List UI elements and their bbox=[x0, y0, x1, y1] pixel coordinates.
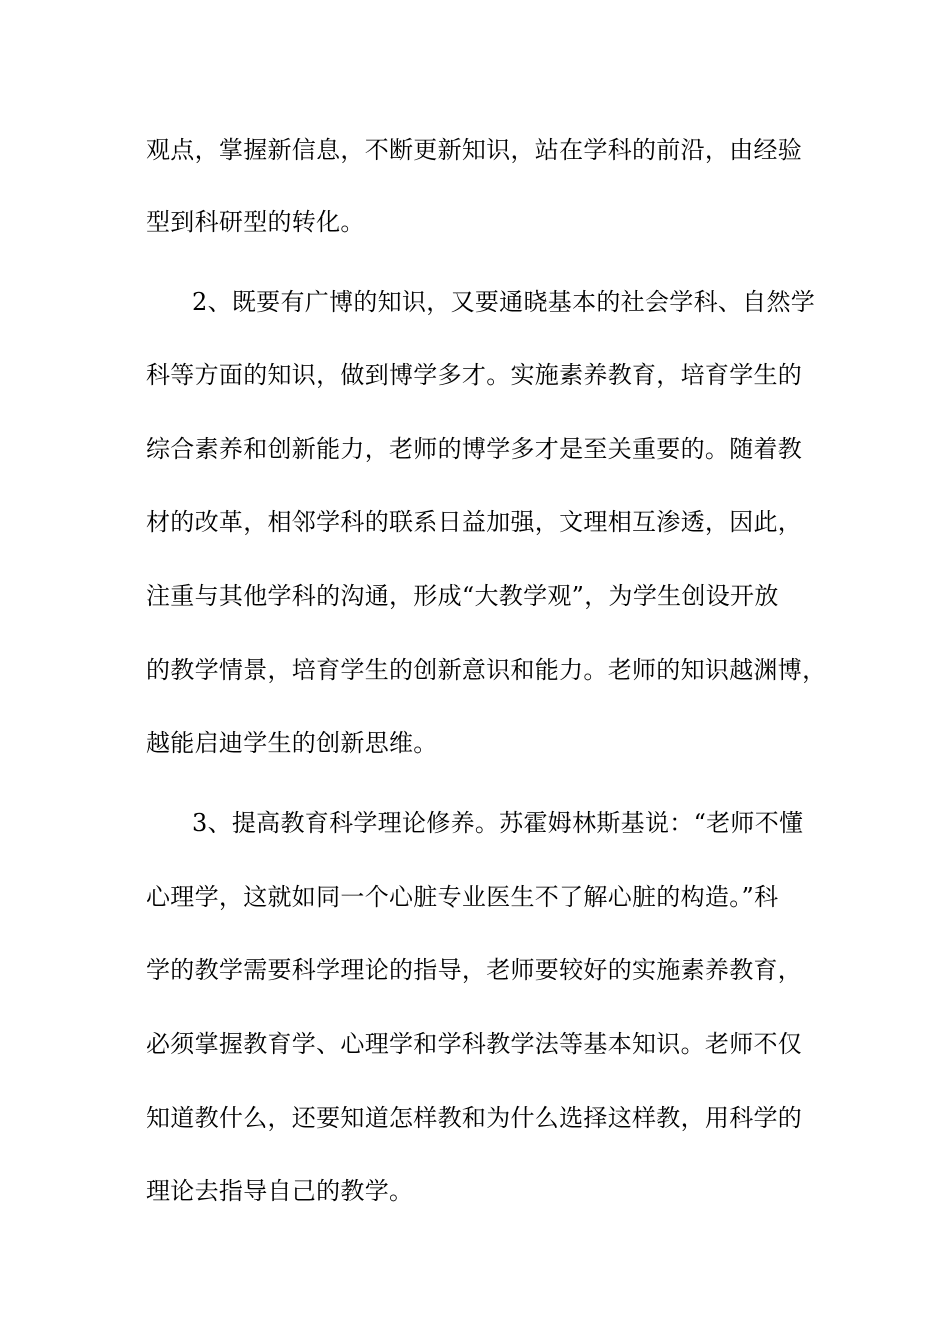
text-line: 知道教什么，还要知道怎样教和为什么选择这样教，用科学的 bbox=[146, 1104, 803, 1132]
text-line: 综合素养和创新能力，老师的博学多才是至关重要的。随着教 bbox=[146, 435, 803, 463]
text-line: 科等方面的知识，做到博学多才。实施素养教育，培育学生的 bbox=[146, 361, 803, 389]
paragraph-start-line: 3、提高教育科学理论修养。苏霍姆林斯基说：“老师不懂 bbox=[192, 809, 804, 837]
text-line: 必须掌握教育学、心理学和学科教学法等基本知识。老师不仅 bbox=[146, 1030, 803, 1058]
text-line: 注重与其他学科的沟通，形成“大教学观”，为学生创设开放 bbox=[146, 582, 779, 610]
text-line: 理论去指导自己的教学。 bbox=[146, 1177, 414, 1205]
text-line: 观点，掌握新信息，不断更新知识，站在学科的前沿，由经验 bbox=[146, 136, 803, 164]
text-line: 型到科研型的转化。 bbox=[146, 208, 365, 236]
paragraph-start-line: 2、既要有广博的知识，又要通晓基本的社会学科、自然学 bbox=[192, 288, 816, 316]
text-line: 材的改革，相邻学科的联系日益加强，文理相互渗透，因此， bbox=[146, 508, 803, 536]
text-line: 的教学情景，培育学生的创新意识和能力。老师的知识越渊博， bbox=[146, 656, 827, 684]
text-line: 心理学，这就如同一个心脏专业医生不了解心脏的构造。”科 bbox=[146, 883, 779, 911]
text-line: 学的教学需要科学理论的指导，老师要较好的实施素养教育， bbox=[146, 956, 803, 984]
text-line: 越能启迪学生的创新思维。 bbox=[146, 729, 438, 757]
